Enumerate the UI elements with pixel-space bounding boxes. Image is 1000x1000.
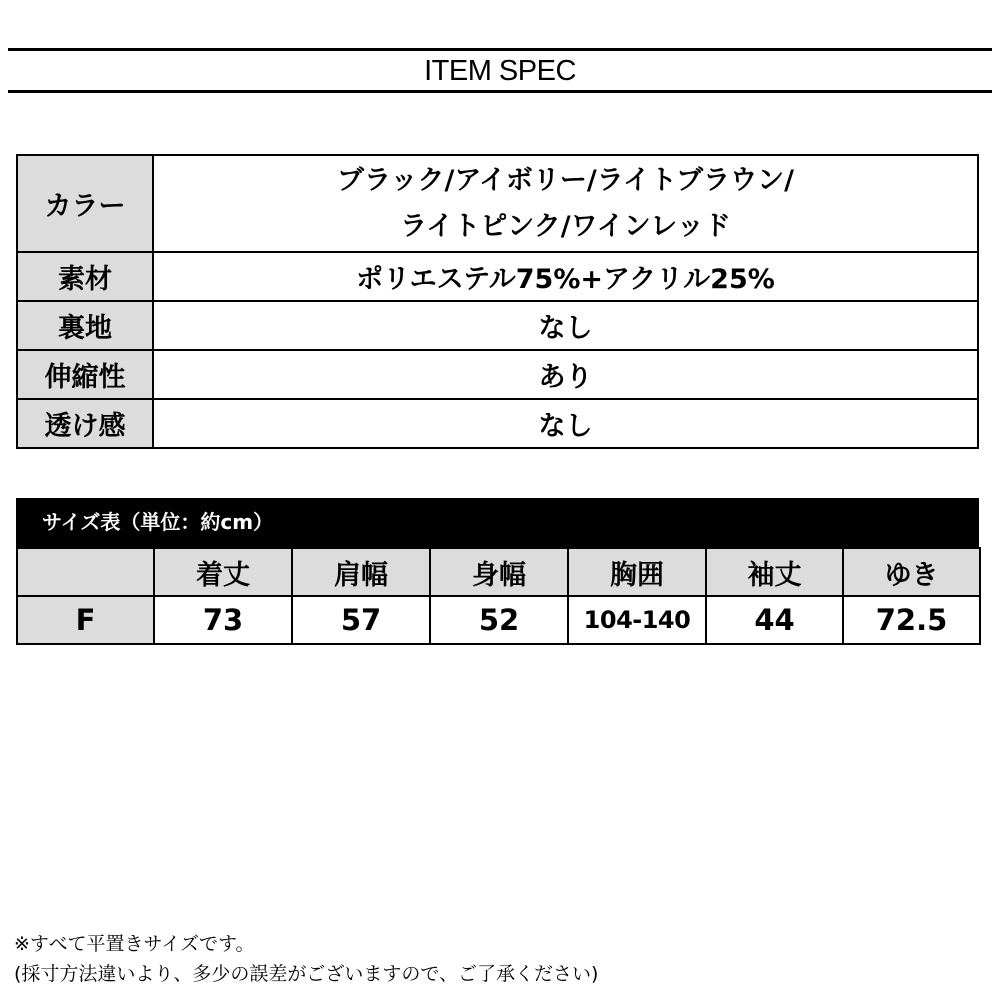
spec-value-material: ポリエステル75%+アクリル25% bbox=[153, 252, 978, 301]
note-line-2: (採寸方法違いより、多少の誤差がございますので、ご了承ください) bbox=[14, 963, 599, 985]
spec-row-material bbox=[17, 252, 978, 301]
spec-label-color: カラー bbox=[17, 155, 153, 252]
size-table-title: サイズ表（単位：約cm） bbox=[16, 498, 979, 547]
size-col-chest: 胸囲 bbox=[568, 548, 706, 596]
spec-value-color-line-1: ブラック/アイボリー/ライトブラウン/ bbox=[337, 164, 794, 196]
size-table-row bbox=[17, 596, 980, 644]
spec-value-stretch: あり bbox=[153, 350, 978, 399]
page-title: ITEM SPEC bbox=[424, 55, 576, 87]
spec-value-sheerness: なし bbox=[153, 399, 978, 448]
size-value-body-width: 52 bbox=[430, 596, 568, 644]
spec-label-lining: 裏地 bbox=[17, 301, 153, 350]
spec-row-stretch bbox=[17, 350, 978, 399]
header-top-rule bbox=[8, 48, 992, 51]
size-value-yuki: 72.5 bbox=[843, 596, 980, 644]
measurement-notes bbox=[14, 929, 598, 989]
spec-row-lining bbox=[17, 301, 978, 350]
item-spec-table bbox=[16, 154, 979, 449]
size-table-header-row bbox=[17, 548, 980, 596]
size-col-body-width: 身幅 bbox=[430, 548, 568, 596]
size-value-shoulder: 57 bbox=[292, 596, 430, 644]
spec-label-material: 素材 bbox=[17, 252, 153, 301]
size-col-sleeve: 袖丈 bbox=[706, 548, 843, 596]
size-table bbox=[16, 547, 981, 645]
spec-value-color-line-2: ライトピンク/ワインレッド bbox=[400, 210, 731, 242]
spec-row-sheerness bbox=[17, 399, 978, 448]
header-bottom-rule bbox=[8, 90, 992, 93]
size-col-shoulder: 肩幅 bbox=[292, 548, 430, 596]
spec-row-color bbox=[17, 155, 978, 252]
size-col-length: 着丈 bbox=[154, 548, 292, 596]
size-table-corner bbox=[17, 548, 154, 596]
size-label: F bbox=[17, 596, 154, 644]
size-value-sleeve: 44 bbox=[706, 596, 843, 644]
size-value-chest: 104-140 bbox=[568, 596, 706, 644]
spec-label-sheerness: 透け感 bbox=[17, 399, 153, 448]
size-value-length: 73 bbox=[154, 596, 292, 644]
note-line-1: ※すべて平置きサイズです。 bbox=[14, 933, 255, 955]
spec-value-color bbox=[153, 155, 978, 252]
spec-value-lining: なし bbox=[153, 301, 978, 350]
spec-label-stretch: 伸縮性 bbox=[17, 350, 153, 399]
size-col-yuki: ゆき bbox=[843, 548, 980, 596]
